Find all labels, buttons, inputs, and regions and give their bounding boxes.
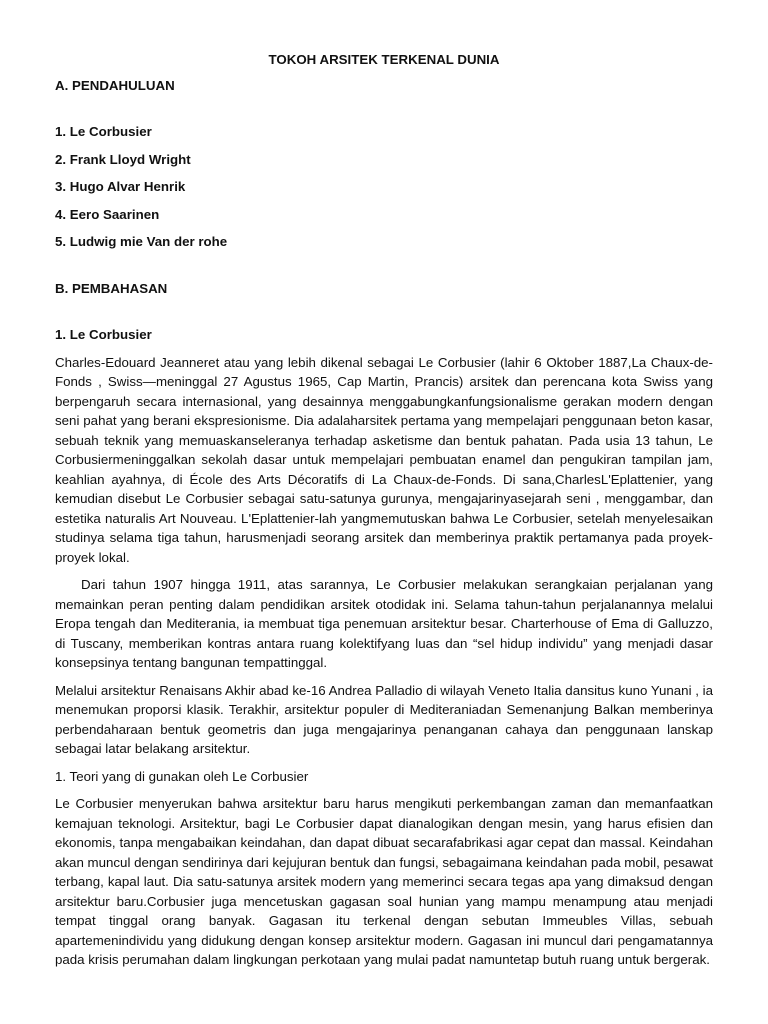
spacer xyxy=(55,260,713,279)
spacer xyxy=(55,306,713,325)
list-item: 1. Le Corbusier xyxy=(55,124,152,139)
list-item: 5. Ludwig mie Van der rohe xyxy=(55,234,228,249)
paragraph: Charles-Edouard Jeanneret atau yang lebih dikenal sebagai Le Corbusier (lahir 6 Oktober 1887,La Chaux-de-Fonds , Swiss—meninggal 27 Agustus 1965, Cap Martin, Prancis) arsitek dan perencana kota Swiss yang berpengaruh secara internasional, yang desainnya menggabungkanfungsionalisme gerakan modern dengan seni pahat yang berani ekspresionisme. Dia adalaharsitek pertama yang mempelajari penggunaan beton kasar, sebuah teknik yang memuaskanseleranya terhadap asketisme dan bentuk pahatan. Pada usia 13 tahun, Le Corbusiermeninggalkan sekolah dasar untuk mempelajari pembuatan enamel dan pengukiran tampilan jam, keahlian ayahnya, di École des Arts Décoratifs di La Chaux-de-Fonds. Di sana,CharlesL'Eplattenier, yang kemudian disebut Le Corbusier sebagai satu-satunya gurunya, mengajarinyasejarah seni , menggambar, dan estetika naturalis Art Nouveau. L'Eplattenier-lah yangmemutuskan bahwa Le Corbusier, setelah menyelesaikan studinya selama tiga tahun, harusmenjadi seorang arsitek dan memberinya praktik pertamanya pada proyek-proyek lokal. xyxy=(55,354,713,565)
section-b-heading: B. PEMBAHASAN xyxy=(55,280,168,296)
paragraph: Le Corbusier menyerukan bahwa arsitektur baru harus mengikuti perkembangan zaman dan memanfaatkan kemajuan teknologi. Arsitektur, bagi Le Corbusier dapat dianalogikan dengan mesin, yang harus efisien dan ekonomis, tanpa mengabaikan keindahan, dan dapat dibuat secarafabrikasi agar cepat dan massal. Keindahan akan muncul dengan sendirinya dari kejujuran bentuk dan fungsi, sebagaimana keindahan pada mobil, pesawat terbang, kapal laut. Dia satu-satunya arsitek modern yang memerinci secara tegas apa yang dimaksud dengan arsitektur baru.Corbusier juga mencetuskan gagasan soal hunian yang mampu menampung atau menjadi tempat tinggal orang banyak. Gagasan itu terkenal dengan sebutan Immeubles Villas, sebuah apartemenindividu yang didukung dengan konsep arsitektur modern. Gagasan ini muncul dari pengamatannya pada krisis perumahan dalam lingkungan perkotaan yang mulai padat namuntetap butuh ruang untuk bergerak. xyxy=(55,796,713,967)
list-item: 2. Frank Lloyd Wright xyxy=(55,151,191,167)
spacer xyxy=(55,103,713,122)
paragraph: Melalui arsitektur Renaisans Akhir abad ke-16 Andrea Palladio di wilayah Veneto Italia dansitus kuno Yunani , ia menemukan proporsi klasik. Terakhir, arsitektur populer di Mediteraniadan Semenanjung Balkan memberinya perbendaharaan bentuk geometris dan juga mengajarinya penanganan cahaya dan penggunaan lanskap sebagai latar belakang arsitektur. xyxy=(55,682,713,756)
section-a-heading: A. PENDAHULUAN xyxy=(55,77,175,93)
list-item: 3. Hugo Alvar Henrik xyxy=(55,179,186,194)
document-title: TOKOH ARSITEK TERKENAL DUNIA xyxy=(268,52,500,67)
paragraph: Dari tahun 1907 hingga 1911, atas sarannya, Le Corbusier melakukan serangkaian perjalanan yang memainkan peran penting dalam pendidikan arsitek otodidak ini. Selama tahun-tahun perjalanannya melalui Eropa tengah dan Mediterania, ia membuat tiga penemuan arsitektur besar. Charterhouse of Ema di Galluzzo, di Tuscany, memberikan kontras antara ruang kolektifyang luas dan “sel hidup individu” yang menjadi dasar konsepsinya tentang bangunan tempattinggal. xyxy=(55,577,713,670)
document-body xyxy=(55,50,713,978)
subheading-le-corbusier: 1. Le Corbusier xyxy=(55,327,152,342)
list-item: 4. Eero Saarinen xyxy=(55,206,160,222)
subheading-theory: 1. Teori yang di gunakan oleh Le Corbusier xyxy=(55,768,309,784)
